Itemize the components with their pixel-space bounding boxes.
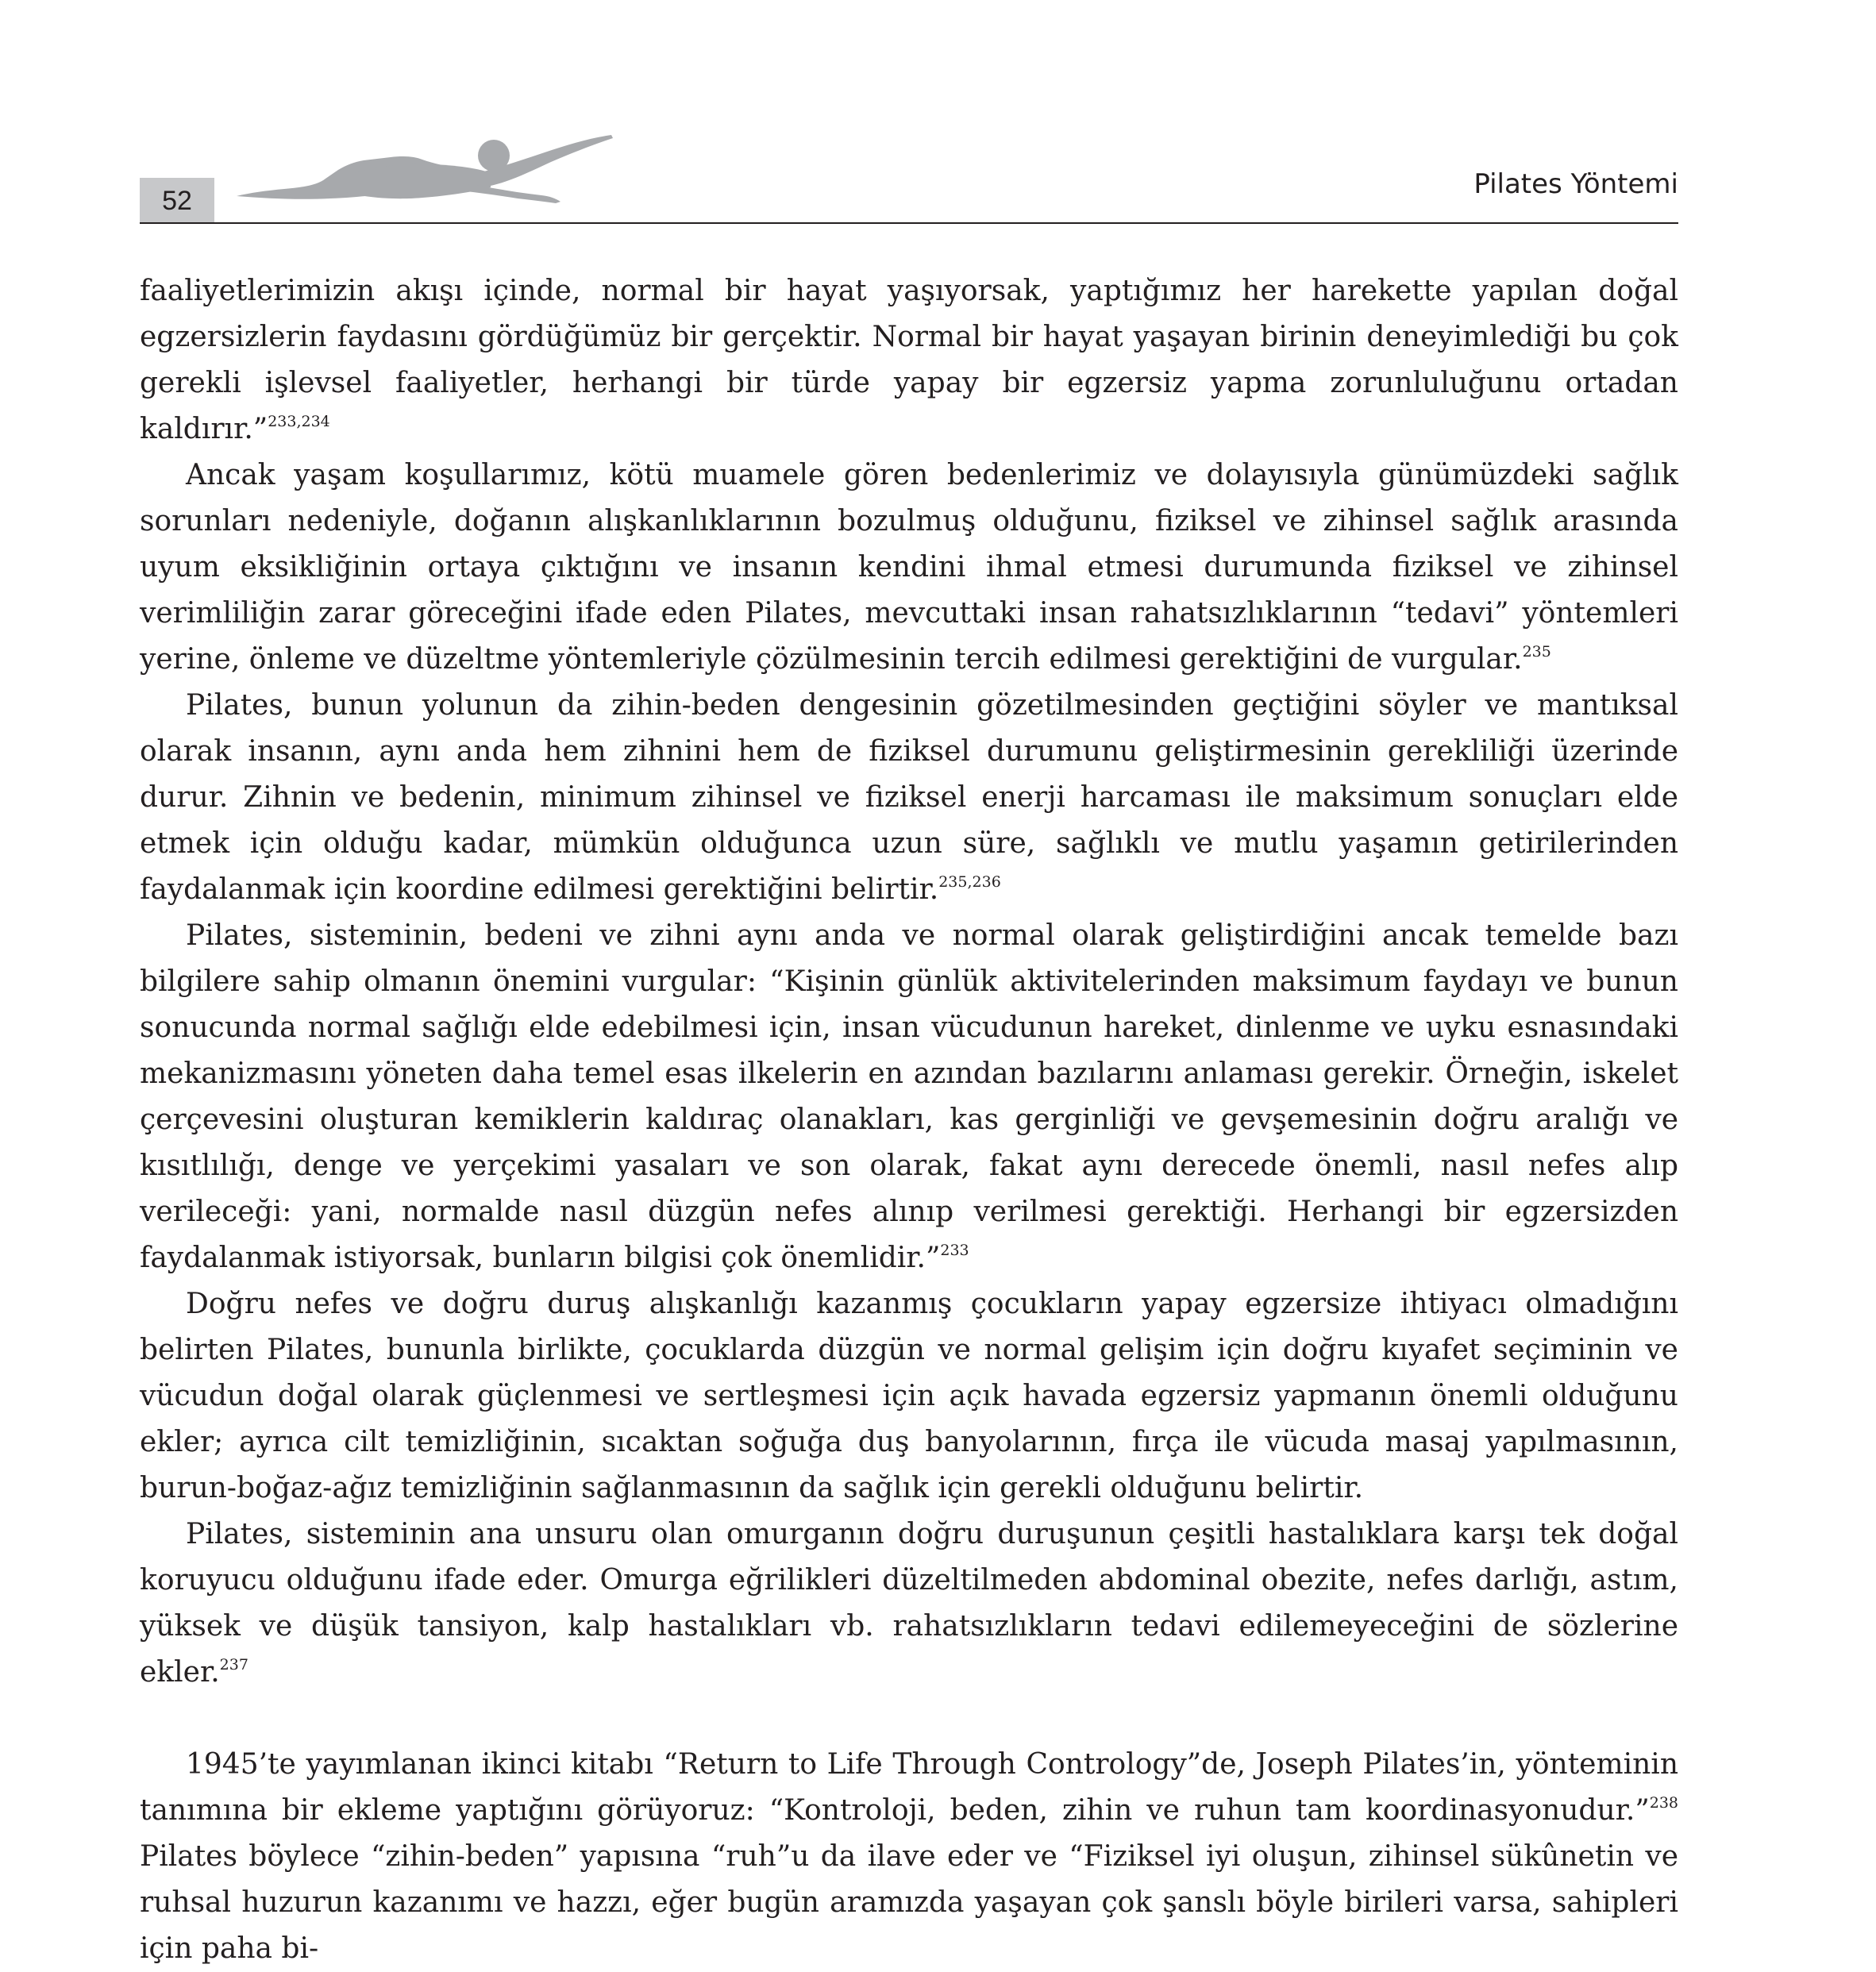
- footnote-ref: 233: [940, 1242, 969, 1259]
- paragraph: [140, 1512, 1678, 1696]
- paragraph-text: Doğru nefes ve doğru duruş alışkanlığı kazanmış çocukların yapay egzersize ihtiyacı olmadığını belirten Pilates, bununla birlikte, çocuklarda düzgün ve normal gelişim için doğru kıyafet seçiminin ve vücudun doğal olarak güçlenmesi ve sertleşmesi için açık havada egzersiz yapmanın önemli olduğunu ekler; ayrıca cilt temizliğinin, sıcaktan soğuğa duş banyolarının, fırça ile vücuda masaj yapılmasının, burun-boğaz-ağız temizliğinin sağlanmasının da sağlık için gerekli olduğunu belirtir.: [140, 1288, 1678, 1504]
- page-number: 52: [140, 178, 214, 224]
- paragraph-text: 1945’te yayımlanan ikinci kitabı “Return to Life Through Contrology”de, Joseph Pilates’in, yönteminin tanımına bir ekleme yaptığını görüyoruz: “Kontroloji, beden, zihin ve ruhun tam koordinasyonudur.”: [140, 1748, 1678, 1827]
- footnote-ref: 235: [1522, 643, 1551, 661]
- page-header: [140, 135, 1678, 224]
- swimming-figure-icon: [235, 135, 616, 214]
- footnote-ref: 235,236: [938, 873, 1001, 891]
- footnote-ref: 237: [219, 1656, 248, 1674]
- paragraph: [140, 683, 1678, 913]
- paragraph-text: Pilates, sisteminin, bedeni ve zihni aynı anda ve normal olarak geliştirdiğini ancak temelde bazı bilgilere sahip olmanın önemini vurgular: “Kişinin günlük aktivitelerinden maksimum faydayı ve bunun sonucunda normal sağlığı elde edebilmesi için, insan vücudunun hareket, dinlenme ve uyku esnasındaki mekanizmasını yöneten daha temel esas ilkelerin en azından bazılarını anlaması gerekir. Örneğin, iskelet çerçevesini oluşturan kemiklerin kaldıraç olanakları, kas gerginliği ve gevşemesinin doğru aralığı ve kısıtlılığı, denge ve yerçekimi yasaları ve son olarak, fakat aynı derecede önemli, nasıl nefes alıp verileceği: yani, normalde nasıl düzgün nefes alınıp verilmesi gerektiği. Herhangi bir egzersizden faydalanmak istiyorsak, bunların bilgisi çok önemlidir.”: [140, 919, 1678, 1274]
- body-text: [140, 268, 1678, 1972]
- paragraph: [140, 913, 1678, 1281]
- header-rule: [140, 222, 1678, 224]
- paragraph-text: Pilates böylece “zihin-beden” yapısına “ruh”u da ilave eder ve “Fiziksel iyi oluşun, zihinsel sükûnetin ve ruhsal huzurun kazanımı ve hazzı, eğer bugün aramızda yaşayan çok şanslı böyle birileri varsa, sahipleri için paha bi-: [140, 1840, 1678, 1965]
- paragraph-text: faaliyetlerimizin akışı içinde, normal bir hayat yaşıyorsak, yaptığımız her harekette yapılan doğal egzersizlerin faydasını gördüğümüz bir gerçektir. Normal bir hayat yaşayan birinin deneyimlediği bu çok gerekli işlevsel faaliyetler, herhangi bir türde yapay bir egzersiz yapma zorunluluğunu ortadan kaldırır.”: [140, 275, 1678, 445]
- paragraph-text: Ancak yaşam koşullarımız, kötü muamele gören bedenlerimiz ve dolayısıyla günümüzdeki sağlık sorunları nedeniyle, doğanın alışkanlıklarının bozulmuş olduğunu, fiziksel ve zihinsel sağlık arasında uyum eksikliğinin ortaya çıktığını ve insanın kendini ihmal etmesi durumunda fiziksel ve zihinsel verimliliğin zarar göreceğini ifade eden Pilates, mevcuttaki insan rahatsızlıklarının “tedavi” yöntemleri yerine, önleme ve düzeltme yöntemleriyle çözülmesinin tercih edilmesi gerektiğini de vurgular.: [140, 459, 1678, 676]
- paragraph: [140, 453, 1678, 683]
- paragraph-text: Pilates, bunun yolunun da zihin-beden dengesinin gözetilmesinden geçtiğini söyler ve mantıksal olarak insanın, aynı anda hem zihnini hem de fiziksel durumunu geliştirmesinin gerekliliği üzerinde durur. Zihnin ve bedenin, minimum zihinsel ve fiziksel enerji harcaması ile maksimum sonuçları elde etmek için olduğu kadar, mümkün olduğunca uzun süre, sağlıklı ve mutlu yaşamın getirilerinden faydalanmak için koordine edilmesi gerektiğini belirtir.: [140, 689, 1678, 906]
- running-title: Pilates Yöntemi: [1473, 168, 1678, 200]
- paragraph-text: Pilates, sisteminin ana unsuru olan omurganın doğru duruşunun çeşitli hastalıklara karşı tek doğal koruyucu olduğunu ifade eder. Omurga eğrilikleri düzeltilmeden abdominal obezite, nefes darlığı, astım, yüksek ve düşük tansiyon, kalp hastalıkları vb. rahatsızlıkların tedavi edilemeyeceğini de sözlerine ekler.: [140, 1518, 1678, 1689]
- paragraph: [140, 1281, 1678, 1512]
- footnote-ref: 238: [1649, 1794, 1678, 1812]
- paragraph: [140, 1742, 1678, 1972]
- paragraph: [140, 268, 1678, 453]
- footnote-ref: 233,234: [268, 413, 330, 430]
